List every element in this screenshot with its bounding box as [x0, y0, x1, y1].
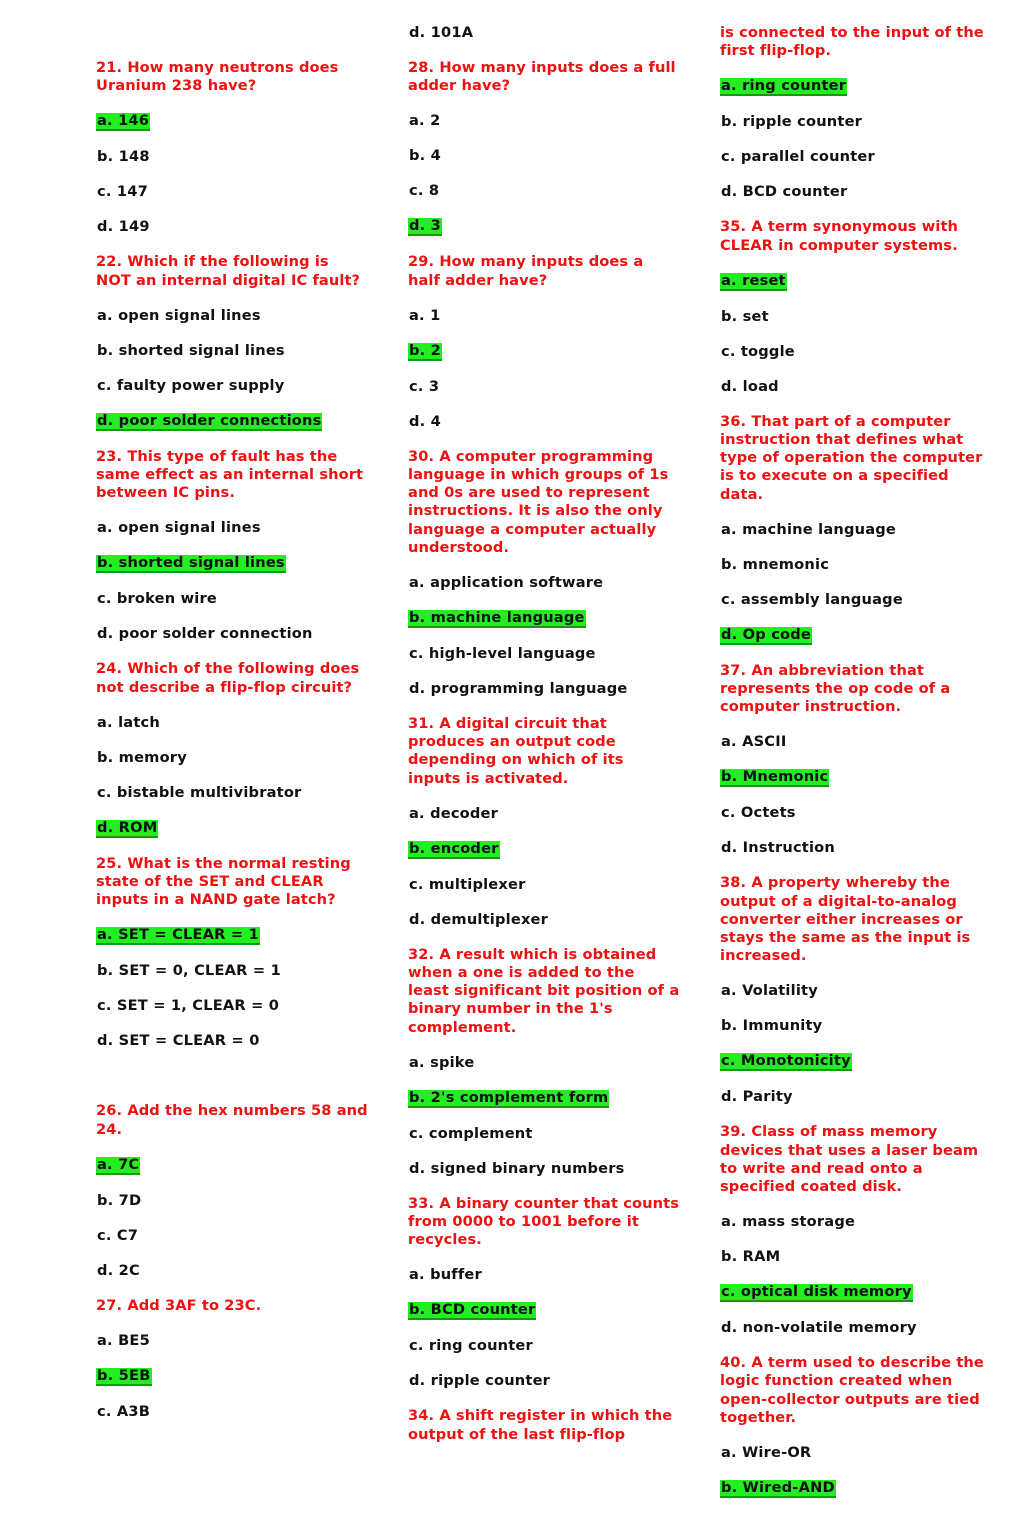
- option-38d: [720, 1088, 992, 1106]
- question-25: 25. What is the normal resting state of the SET and CLEAR inputs in a NAND gate latch?: [96, 854, 351, 909]
- option-40b-correct: [720, 1479, 992, 1498]
- option-25d: [96, 1032, 368, 1050]
- question-28: 28. How many inputs does a full adder have?: [408, 59, 676, 95]
- option-text: a. open signal lines: [97, 306, 261, 324]
- answer-highlight: b. 5EB: [97, 1367, 151, 1385]
- option-22a: [96, 307, 368, 325]
- option-32a: [408, 1054, 680, 1072]
- option-21d: [96, 218, 368, 236]
- option-28a: [408, 112, 680, 130]
- option-30d: [408, 680, 680, 698]
- option-22b: [96, 342, 368, 360]
- option-text: a. Wire-OR: [721, 1444, 812, 1462]
- option-30c: [408, 645, 680, 663]
- option-35b: [720, 308, 992, 326]
- option-text: b. Immunity: [721, 1017, 823, 1035]
- option-23a: [96, 519, 368, 537]
- option-21a-correct: [96, 112, 368, 131]
- option-25a-correct: [96, 926, 368, 945]
- option-text: d. Parity: [721, 1088, 793, 1106]
- question-30: 30. A computer programming language in which groups of 1s and 0s are used to represent instructions. It is also the only language a computer actually understood.: [408, 447, 669, 556]
- option-text: a. buffer: [409, 1266, 482, 1284]
- option-39a: [720, 1213, 992, 1231]
- option-text: c. broken wire: [97, 590, 218, 608]
- option-25b: [96, 962, 368, 980]
- answer-highlight: a. SET = CLEAR = 1: [97, 926, 259, 944]
- option-26c: [96, 1227, 368, 1245]
- question-40: 40. A term used to describe the logic function created when open-collector outputs are tied together.: [720, 1354, 984, 1426]
- option-text: d. signed binary numbers: [409, 1159, 625, 1177]
- option-28b: [408, 147, 680, 165]
- option-text: a. ASCII: [721, 733, 787, 751]
- answer-highlight: c. Monotonicity: [721, 1052, 851, 1070]
- option-26b: [96, 1192, 368, 1210]
- option-text: c. ring counter: [409, 1337, 533, 1355]
- answer-highlight: b. 2's complement form: [409, 1088, 609, 1106]
- option-31b-correct: [408, 840, 680, 859]
- option-33a: [408, 1266, 680, 1284]
- option-39c-correct: [720, 1283, 992, 1302]
- option-text: b. shorted signal lines: [97, 341, 285, 359]
- option-text: d. 149: [97, 218, 150, 236]
- option-text: c. parallel counter: [721, 148, 875, 166]
- question-37: 37. An abbreviation that represents the op code of a computer instruction.: [720, 661, 951, 716]
- option-26d: [96, 1262, 368, 1280]
- option-35d: [720, 378, 992, 396]
- option-36a: [720, 521, 992, 539]
- question-33: 33. A binary counter that counts from 0000 to 1001 before it recycles.: [408, 1194, 679, 1249]
- option-text: d. poor solder connection: [97, 625, 313, 643]
- option-36b: [720, 556, 992, 574]
- question-21: 21. How many neutrons does Uranium 238 have?: [96, 59, 339, 95]
- option-23b-correct: [96, 554, 368, 573]
- option-text: c. 8: [409, 182, 440, 200]
- question-23: 23. This type of fault has the same effect as an internal short between IC pins.: [96, 447, 364, 502]
- option-24a: [96, 714, 368, 732]
- option-text: c. bistable multivibrator: [97, 783, 302, 801]
- option-22d-correct: [96, 412, 368, 431]
- option-text: c. high-level language: [409, 645, 596, 663]
- answer-highlight: d. ROM: [97, 818, 158, 836]
- answer-highlight: a. 146: [97, 112, 150, 130]
- option-21c: [96, 183, 368, 201]
- option-text: a. decoder: [409, 804, 499, 822]
- option-35a-correct: [720, 272, 992, 291]
- option-34c: [720, 148, 992, 166]
- option-text: d. 2C: [97, 1261, 140, 1279]
- question-26: 26. Add the hex numbers 58 and 24.: [96, 1102, 368, 1138]
- question-31: 31. A digital circuit that produces an output code depending on which of its inputs is activated.: [408, 715, 624, 787]
- option-30a: [408, 574, 680, 592]
- answer-highlight: b. machine language: [409, 609, 585, 627]
- option-24b: [96, 749, 368, 767]
- option-25c: [96, 997, 368, 1015]
- question-38: 38. A property whereby the output of a digital-to-analog converter either increases or stays the same as the input is increased.: [720, 874, 971, 965]
- option-32b-correct: [408, 1089, 680, 1108]
- option-text: c. C7: [97, 1226, 139, 1244]
- option-33d: [408, 1372, 680, 1390]
- option-38a: [720, 982, 992, 1000]
- option-37a: [720, 733, 992, 751]
- question-29: 29. How many inputs does a half adder have?: [408, 253, 644, 289]
- option-text: b. set: [721, 307, 769, 325]
- option-27d-continued: [408, 24, 680, 42]
- option-28d-correct: [408, 217, 680, 236]
- column-1: [96, 59, 368, 1438]
- option-24d-correct: [96, 819, 368, 838]
- answer-highlight: d. poor solder connections: [97, 411, 322, 429]
- answer-highlight: c. optical disk memory: [721, 1283, 912, 1301]
- option-text: c. assembly language: [721, 590, 903, 608]
- option-32d: [408, 1160, 680, 1178]
- option-29c: [408, 378, 680, 396]
- option-text: d. ripple counter: [409, 1372, 551, 1390]
- option-text: b. SET = 0, CLEAR = 1: [97, 962, 281, 980]
- answer-highlight: d. 3: [409, 217, 442, 235]
- option-34d: [720, 183, 992, 201]
- option-40a: [720, 1444, 992, 1462]
- option-24c: [96, 784, 368, 802]
- option-36c: [720, 591, 992, 609]
- option-text: d. 101A: [409, 24, 474, 41]
- option-text: a. Volatility: [721, 982, 818, 1000]
- question-34-continued: is connected to the input of the first flip-flop.: [720, 24, 984, 60]
- option-text: b. RAM: [721, 1248, 781, 1266]
- answer-highlight: d. Op code: [721, 625, 812, 643]
- option-text: b. memory: [97, 748, 187, 766]
- answer-highlight: a. 7C: [97, 1155, 140, 1173]
- option-text: a. open signal lines: [97, 519, 261, 537]
- option-text: c. multiplexer: [409, 875, 526, 893]
- option-text: a. mass storage: [721, 1213, 856, 1231]
- option-text: c. Octets: [721, 804, 796, 822]
- option-39d: [720, 1319, 992, 1337]
- option-text: b. 4: [409, 147, 442, 165]
- option-30b-correct: [408, 609, 680, 628]
- option-text: b. ripple counter: [721, 113, 863, 131]
- option-text: d. load: [721, 377, 779, 395]
- answer-highlight: b. 2: [409, 341, 442, 359]
- answer-highlight: b. encoder: [409, 839, 499, 857]
- option-32c: [408, 1125, 680, 1143]
- option-23d: [96, 625, 368, 643]
- option-29d: [408, 413, 680, 431]
- option-text: b. 148: [97, 148, 150, 166]
- option-38c-correct: [720, 1052, 992, 1071]
- answer-highlight: b. Wired-AND: [721, 1479, 835, 1497]
- question-35: 35. A term synonymous with CLEAR in computer systems.: [720, 218, 959, 254]
- answer-highlight: a. reset: [721, 271, 786, 289]
- option-text: d. Instruction: [721, 839, 835, 857]
- option-28c: [408, 182, 680, 200]
- option-text: a. 1: [409, 306, 441, 324]
- spacer: [96, 1067, 368, 1102]
- option-text: d. non-volatile memory: [721, 1319, 917, 1337]
- option-23c: [96, 590, 368, 608]
- option-text: a. machine language: [721, 520, 897, 538]
- option-27a: [96, 1332, 368, 1350]
- option-text: d. SET = CLEAR = 0: [97, 1032, 260, 1050]
- question-39: 39. Class of mass memory devices that uses a laser beam to write and read onto a specified coated disk.: [720, 1123, 979, 1196]
- option-26a-correct: [96, 1156, 368, 1175]
- option-37d: [720, 839, 992, 857]
- option-text: b. 7D: [97, 1191, 142, 1209]
- question-24: 24. Which of the following does not describe a flip-flop circuit?: [96, 660, 360, 696]
- option-22c: [96, 377, 368, 395]
- option-text: c. A3B: [97, 1403, 151, 1421]
- option-21b: [96, 148, 368, 166]
- option-text: d. demultiplexer: [409, 910, 549, 928]
- column-3: [720, 24, 992, 1515]
- answer-highlight: b. Mnemonic: [721, 768, 829, 786]
- option-text: c. faulty power supply: [97, 376, 285, 394]
- column-2: [408, 24, 680, 1461]
- option-38b: [720, 1017, 992, 1035]
- option-text: c. SET = 1, CLEAR = 0: [97, 997, 280, 1015]
- option-text: c. complement: [409, 1124, 533, 1142]
- option-text: a. latch: [97, 713, 160, 731]
- option-37c: [720, 804, 992, 822]
- option-text: a. application software: [409, 574, 604, 592]
- option-text: d. 4: [409, 412, 442, 430]
- option-33b-correct: [408, 1301, 680, 1320]
- question-34: 34. A shift register in which the output of the last flip-flop: [408, 1407, 673, 1443]
- option-29b-correct: [408, 342, 680, 361]
- question-36: 36. That part of a computer instruction that defines what type of operation the computer is to execute on a specified data.: [720, 412, 983, 503]
- answer-highlight: b. BCD counter: [409, 1301, 536, 1319]
- option-text: a. 2: [409, 112, 441, 130]
- option-27c: [96, 1403, 368, 1421]
- option-37b-correct: [720, 768, 992, 787]
- option-text: c. toggle: [721, 342, 795, 360]
- option-34a-correct: [720, 77, 992, 96]
- answer-highlight: b. shorted signal lines: [97, 554, 285, 572]
- option-text: c. 147: [97, 183, 148, 201]
- question-32: 32. A result which is obtained when a one is added to the least significant bit position of a binary number in the 1's complement.: [408, 945, 680, 1036]
- option-text: d. programming language: [409, 680, 628, 698]
- question-27: 27. Add 3AF to 23C.: [96, 1296, 262, 1314]
- option-text: d. BCD counter: [721, 183, 848, 201]
- option-text: a. spike: [409, 1053, 475, 1071]
- question-22: 22. Which if the following is NOT an internal digital IC fault?: [96, 253, 361, 289]
- option-31d: [408, 911, 680, 929]
- option-35c: [720, 343, 992, 361]
- option-text: b. mnemonic: [721, 555, 830, 573]
- option-39b: [720, 1248, 992, 1266]
- option-text: a. BE5: [97, 1332, 150, 1350]
- option-31a: [408, 805, 680, 823]
- option-31c: [408, 876, 680, 894]
- option-33c: [408, 1337, 680, 1355]
- option-36d-correct: [720, 626, 992, 645]
- answer-highlight: a. ring counter: [721, 77, 847, 95]
- option-34b: [720, 113, 992, 131]
- option-27b-correct: [96, 1367, 368, 1386]
- option-text: c. 3: [409, 377, 440, 395]
- option-29a: [408, 307, 680, 325]
